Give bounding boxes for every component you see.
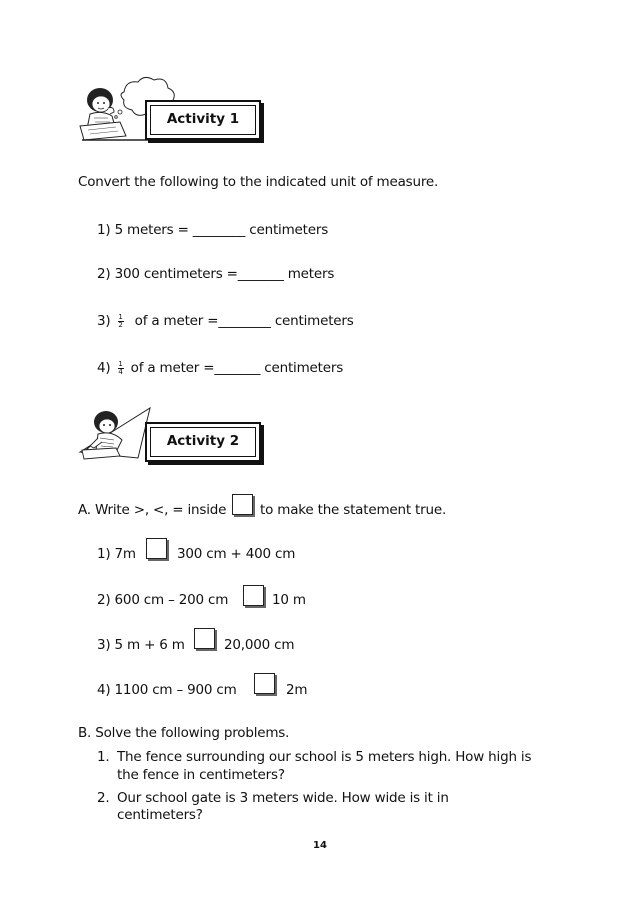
partA-instruction-end: to make the statement true. (260, 502, 447, 518)
item-text: 5 meters = ________ centimeters (114, 222, 329, 238)
activity1-item-1 (97, 222, 328, 238)
partB-heading: B. Solve the following problems. (78, 725, 290, 741)
partA-item-1-left: 1) 7m (97, 546, 136, 562)
answer-box-2[interactable] (243, 585, 264, 606)
activity1-instruction: Convert the following to the indicated unit of measure. (78, 174, 439, 190)
activity1-title: Activity 1 (166, 111, 240, 127)
item-number: 1) (97, 222, 111, 238)
answer-box-example (232, 494, 253, 515)
activity1-item-3 (97, 313, 354, 329)
answer-box-3[interactable] (194, 628, 215, 649)
item-number: 4) (97, 360, 111, 376)
item-number: 2) (97, 266, 111, 282)
item-number: 3) (97, 313, 111, 329)
answer-box-1[interactable] (146, 538, 167, 559)
activity2-title-box (145, 422, 261, 462)
item-text: 300 centimeters =_______ meters (114, 266, 335, 282)
partA-item-2-right: 10 m (272, 592, 306, 608)
activity1-title-box (145, 100, 261, 140)
answer-box-4[interactable] (254, 673, 275, 694)
fraction-one-fourth: $\frac{1}{4}$ (118, 359, 123, 376)
activity2-title: Activity 2 (166, 433, 240, 449)
partB-problem-2-line2: centimeters? (117, 807, 203, 823)
partB-problem-1-line2: the fence in centimeters? (117, 767, 285, 783)
partA-instruction-start: A. Write >, <, = inside (78, 502, 227, 518)
fraction-one-half: $\frac{1}{2}$ (118, 312, 123, 329)
partB-problem-1-line1: The fence surrounding our school is 5 meters high. How high is (117, 749, 532, 765)
partB-problem-2-number: 2. (97, 790, 110, 806)
partA-item-4-left: 4) 1100 cm – 900 cm (97, 682, 237, 698)
item-text: of a meter =________ centimeters (134, 313, 354, 329)
partB-problem-1-number: 1. (97, 749, 110, 765)
writing-child-icon (76, 402, 156, 462)
partA-item-3-left: 3) 5 m + 6 m (97, 637, 185, 653)
partA-item-1-right: 300 cm + 400 cm (177, 546, 296, 562)
partB-problem-2-line1: Our school gate is 3 meters wide. How wide is it in (117, 790, 449, 806)
activity1-item-2 (97, 266, 334, 282)
partA-item-4-right: 2m (286, 682, 308, 698)
activity1-item-4 (97, 360, 343, 376)
partA-item-3-right: 20,000 cm (224, 637, 295, 653)
partA-item-2-left: 2) 600 cm – 200 cm (97, 592, 229, 608)
item-text: of a meter =_______ centimeters (130, 360, 344, 376)
page-number: 14 (313, 840, 327, 851)
